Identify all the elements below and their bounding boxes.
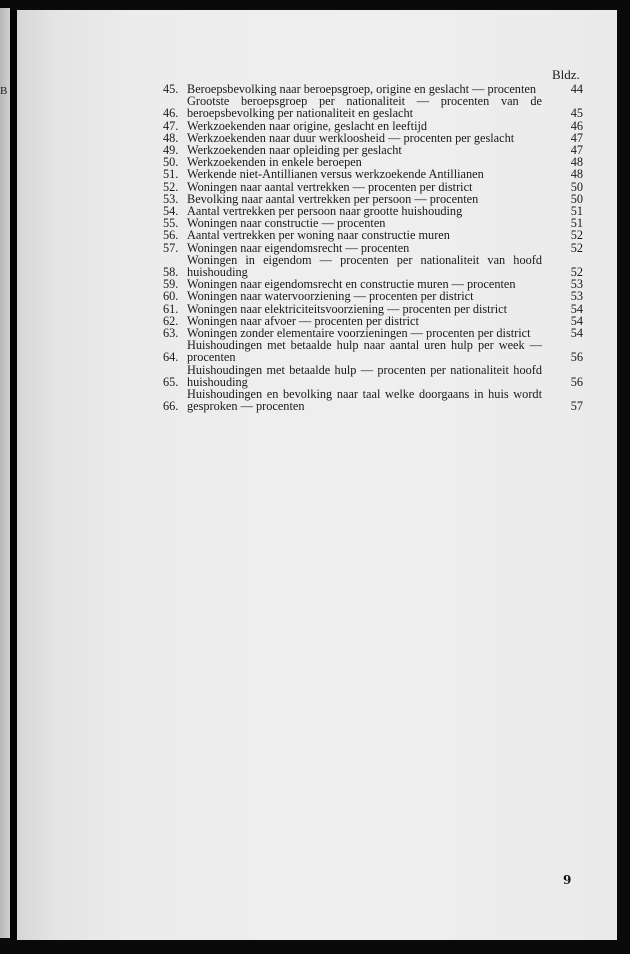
toc-entry-title: Woningen in eigendom — procenten per nationaliteit van hoofd huishouding — [187, 252, 542, 280]
toc-entry-title: Woningen naar constructie — procenten — [187, 216, 386, 231]
toc-entry-page: 56 — [570, 350, 583, 365]
toc-entry-number: 45. — [163, 82, 179, 96]
toc-entry-number: 63. — [163, 326, 179, 341]
toc-entry-title: Werkzoekenden naar origine, geslacht en leeftijd — [187, 118, 428, 133]
toc-entry-page: 47 — [570, 143, 583, 158]
toc-entry-title: Beroepsbevolking naar beroepsgroep, origine en geslacht — procenten — [187, 82, 536, 96]
adjacent-page-edge — [0, 8, 10, 938]
toc-entry-number: 49. — [163, 143, 179, 158]
toc-entry-number: 53. — [163, 191, 179, 206]
toc-entry-number: 58. — [163, 265, 179, 280]
toc-entry — [163, 242, 589, 254]
toc-entry-title: Aantal vertrekken per persoon naar grootte huishouding — [187, 204, 463, 219]
toc-entry-title: Huishoudingen met betaalde hulp naar aantal uren hulp per week — procenten — [187, 338, 542, 365]
toc-entry — [163, 388, 589, 412]
toc-entry — [163, 364, 589, 388]
toc-entry-number: 52. — [163, 179, 179, 194]
toc-entry-number: 56. — [163, 228, 179, 243]
toc-entry-number: 50. — [163, 155, 179, 170]
toc-entry-number: 54. — [163, 204, 179, 219]
toc-entry-title: Werkzoekenden naar duur werkloosheid — procenten per geslacht — [187, 130, 515, 145]
toc-entry-number: 60. — [163, 289, 179, 304]
toc-entry — [163, 120, 589, 132]
toc-entry — [163, 339, 589, 363]
toc-entry-title: Huishoudingen en bevolking naar taal welke doorgaans in huis wordt gesproken — procenten — [187, 387, 542, 414]
toc-entry-title: Grootste beroepsgroep per nationaliteit — procenten van de beroepsbevolking per nationaliteit en geslacht — [187, 94, 542, 121]
toc-entry-title: Woningen naar afvoer — procenten per district — [187, 313, 419, 328]
toc-entry-title: Bevolking naar aantal vertrekken per persoon — procenten — [187, 191, 479, 206]
toc-entry-title: Huishoudingen met betaalde hulp — procenten per nationaliteit hoofd huishouding — [187, 362, 542, 389]
toc-entry — [163, 229, 589, 241]
toc-entry — [163, 290, 589, 302]
page-number: 9 — [563, 873, 572, 887]
toc-entry-page: 51 — [570, 204, 583, 219]
toc-entry-number: 61. — [163, 301, 179, 316]
toc-entry-title: Werkende niet-Antillianen versus werkzoekende Antillianen — [187, 167, 484, 182]
toc-entry-page: 48 — [570, 155, 583, 170]
toc-entry-page: 54 — [570, 301, 583, 316]
toc-entry-page: 57 — [570, 399, 583, 414]
toc-entry-page: 54 — [570, 313, 583, 328]
toc-entry-page: 56 — [570, 374, 583, 389]
toc-entry-number: 59. — [163, 277, 179, 292]
toc-entry-title: Werkzoekenden naar opleiding per geslacht — [187, 143, 402, 158]
toc-entry-page: 50 — [570, 179, 583, 194]
toc-entry-number: 47. — [163, 118, 179, 133]
toc-entry-page: 46 — [570, 118, 583, 133]
toc-entry — [163, 181, 589, 193]
toc-entry-title: Werkzoekenden in enkele beroepen — [187, 155, 362, 170]
toc-entry-page: 54 — [570, 326, 583, 341]
toc-entry-number: 62. — [163, 313, 179, 328]
toc-entry-number: 46. — [163, 106, 179, 121]
table-of-contents — [163, 83, 589, 412]
toc-entry-number: 57. — [163, 240, 179, 255]
toc-entry-number: 51. — [163, 167, 179, 182]
toc-entry-number: 48. — [163, 130, 179, 145]
toc-entry — [163, 95, 589, 119]
page-column-header: Bldz. — [552, 67, 580, 82]
toc-entry-title: Woningen naar aantal vertrekken — procenten per district — [187, 179, 473, 194]
toc-entry-page: 45 — [570, 106, 583, 121]
toc-entry — [163, 168, 589, 180]
toc-entry-page: 53 — [570, 277, 583, 292]
toc-entry-page: 47 — [570, 130, 583, 145]
toc-entry-page: 51 — [570, 216, 583, 231]
toc-entry-number: 65. — [163, 374, 179, 389]
toc-entry-title: Woningen naar eigendomsrecht en constructie muren — procenten — [187, 277, 516, 292]
toc-entry-title: Woningen zonder elementaire voorzieningen — procenten per district — [187, 326, 531, 341]
adjacent-page-letter: B — [0, 85, 8, 97]
toc-entry-page: 44 — [570, 82, 583, 96]
toc-entry-title: Woningen naar eigendomsrecht — procenten — [187, 240, 410, 255]
toc-entry-page: 50 — [570, 191, 583, 206]
toc-entry-title: Woningen naar watervoorziening — procenten per district — [187, 289, 474, 304]
toc-entry-title: Woningen naar elektriciteitsvoorziening — procenten per district — [187, 301, 507, 316]
toc-entry-page: 52 — [570, 228, 583, 243]
toc-entry-page: 48 — [570, 167, 583, 182]
toc-entry-page: 52 — [570, 240, 583, 255]
toc-entry — [163, 254, 589, 278]
toc-entry-page: 53 — [570, 289, 583, 304]
toc-entry-number: 64. — [163, 350, 179, 365]
toc-entry-number: 66. — [163, 399, 179, 414]
toc-entry-number: 55. — [163, 216, 179, 231]
toc-entry-title: Aantal vertrekken per woning naar constructie muren — [187, 228, 450, 243]
toc-entry-page: 52 — [570, 265, 583, 280]
